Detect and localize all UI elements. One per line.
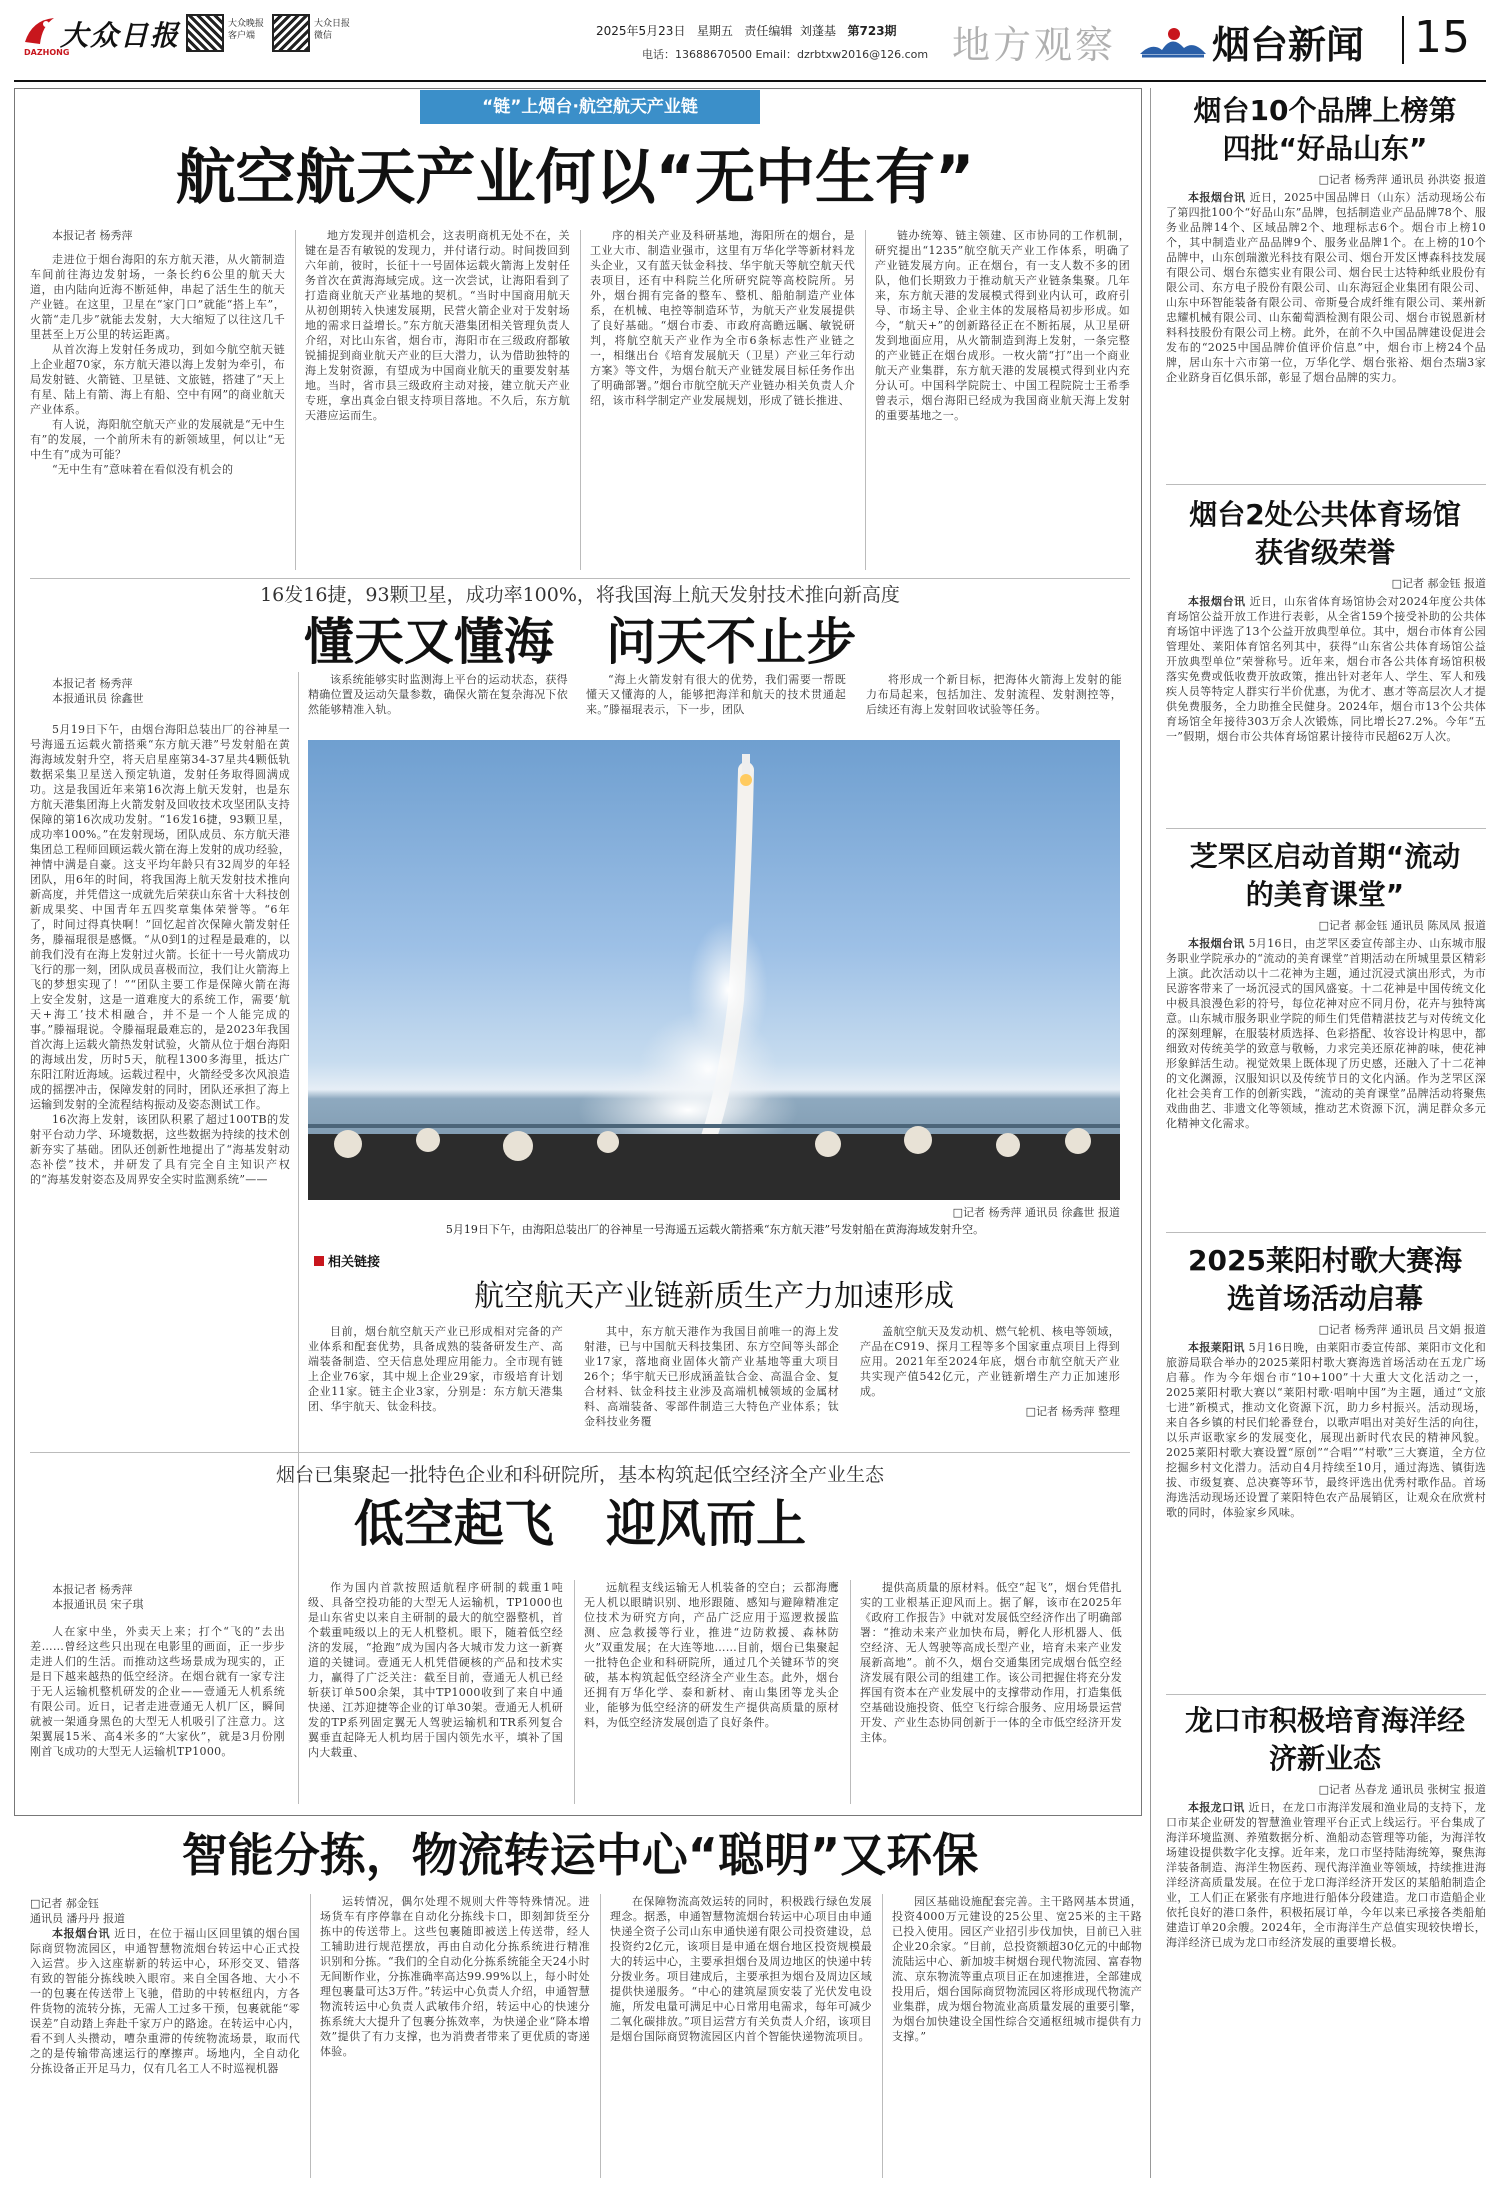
article1-col-rule	[295, 230, 296, 570]
issue-number: 第723期	[847, 24, 897, 38]
series-banner	[420, 90, 760, 124]
masthead-rule	[14, 80, 1486, 82]
article2-col4	[866, 672, 1122, 736]
article2-p4: “海上火箭发射有很大的优势，我们需要一帮既懂天又懂海的人，能够把海洋和航天的技术贯通起来。”滕福琨表示，下一步，团队	[586, 673, 846, 716]
side4-lead-label: 本报莱阳讯	[1188, 1341, 1245, 1354]
article2-p1: 5月19日下午，由烟台海阳总装出厂的谷神星一号海遥五运载火箭搭乘“东方航天港”号发射船在黄海海域发射升空，将天启星座第34-37星共4颗低轨数据采集卫星送入预定轨道，发射任务取得圆满成功。这是我国近年来第16次海上航天发射，也是东方航天港集团海上火箭发射及回收技术攻坚团队支持保障的第16次成功发射。“16发16捷，93颗卫星，成功率100%。”在发射现场，团队成员、东方航天港集团总工程师回顾运载火箭在海上发射的成功经验，神情中满是自豪。这支平均年龄只有32周岁的年轻团队，用6年的时间，将我国海上航天发射技术推向新高度，并凭借这一成就先后荣获山东省十大科技创新成果奖、中国青年五四奖章集体荣誉等。“6年了，时间过得真快啊！”回忆起首次保障火箭发射任务，滕福琨很是感慨。“从0到1的过程是最难的，以前我们没有在海上发射过火箭。长征十一号火箭成功飞行的那一刻，团队成员喜极而泣，我们让火箭海上飞的梦想实现了！”“团队主要工作是保障火箭在海上安全发射，这是一道难度大的系统工作，需要‘航天+海工’技术相融合，并不是一个人能完成的事。”滕福琨说。令滕福琨最难忘的，是2023年我国首次海上运载火箭热发射试验，火箭从位于烟台海阳的海域出发，历时5天，航程1300多海里，抵达广东阳江附近海域。运载过程中，火箭经受多次风浪造成的摇摆冲击，保障发射的同时，团队还承担了海上运输到发射的全流程结构振动及姿态测试工作。	[30, 723, 290, 1111]
related-link-tag	[308, 1252, 386, 1274]
article3-headline-right: 迎风而上	[606, 1494, 807, 1553]
article3-byline-correspondent: 本报通讯员 宋子琪	[52, 1598, 144, 1611]
article1-p5: 地方发现并创造机会，这表明商机无处不在，关键在是否有敏锐的发现力，并付诸行动。时间拨回到六年前，彼时，长征十一号固体运载火箭海上发射任务首次在黄海海域完成。这一次尝试，让海阳看到了打造商业航天产业基地的契机。“当时中国商用航天从初创期转入快速发展期，民营火箭企业对于发射场地的需求日益增长。”东方航天港集团相关管理负责人介绍，对比山东省，烟台市，海阳市在三级政府都敏锐捕捉到商业航天产业的巨大潜力，认为借助独特的海上发射资源，有望成为中国商业航天的重要发射基地。当时，省市县三级政府主动对接，建立航天产业专班，拿出真金白银支持项目落地。不久后，东方航天港应运而生。	[305, 229, 570, 422]
side1-body	[1166, 190, 1486, 475]
article2-kicker: 16发16捷，93颗卫星，成功率100%，将我国海上航天发射技术推向新高度	[260, 584, 900, 606]
sidebar-rule	[1166, 828, 1486, 829]
section-rule	[30, 1452, 1130, 1453]
masthead	[0, 0, 1500, 80]
article1-col2	[305, 228, 570, 570]
article2-headline	[260, 608, 900, 676]
article3-byline	[52, 1582, 144, 1612]
related-credit: □记者 杨秀萍 整理	[1025, 1405, 1120, 1418]
side3-headline: 芝罘区启动首期“流动的美育课堂”	[1189, 840, 1461, 911]
article4-p3: 在保障物流高效运转的同时，积极践行绿色发展理念。据悉，申通智慧物流烟台转运中心项目由申通快递全资子公司山东申通快递有限公司投资建设，总投资约2亿元，该项目是申通在烟台地区投资规模最大的转运中心，主要承担烟台及周边地区的快递中转分拨业务。项目建成后，主要承担为烟台及周边区域提供快递服务。“中心的建筑屋顶安装了光伏发电设施，所发电量可满足中心日常用电需求，每年可减少二氧化碳排放。”项目运营方有关负责人介绍，该项目是烟台国际商贸物流园区内首个智能快递物流项目。	[610, 1895, 872, 2043]
article3-col-rule	[574, 1580, 575, 1804]
logo-en: DAZHONG	[24, 48, 70, 57]
article2-col2	[308, 672, 568, 736]
banner-series-name: “链”上烟台	[482, 97, 573, 117]
issue-info	[596, 22, 897, 39]
article3-col1	[30, 1624, 285, 1804]
article3-headline	[260, 1490, 900, 1558]
article3-col-rule	[298, 1580, 299, 1804]
side1-headline: 烟台10个品牌上榜第四批“好品山东”	[1193, 94, 1457, 165]
side4-byline: □记者 杨秀萍 通讯员 吕文娟 报道	[1318, 1323, 1486, 1336]
qr-code-wechat	[272, 14, 310, 52]
page-number-divider	[1402, 16, 1404, 64]
article4-col-rule	[310, 1894, 311, 2178]
article4-lead-label: 本报烟台讯	[52, 1927, 111, 1940]
related-col1	[308, 1324, 563, 1420]
rocket-plume-icon	[308, 740, 1120, 1200]
sidebar-rule	[1166, 484, 1486, 485]
article3-col2	[308, 1580, 563, 1804]
article3-p4: 提供高质量的原材料。低空“起飞”，烟台凭借扎实的工业根基正迎风而上。据了解，该市在2025年《政府工作报告》中就对发展低空经济作出了明确部署：“推动未来产业加快布局，孵化人形机器人、低空经济、无人驾驶等高成长型产业，培育未来产业发展新高地”。前不久，烟台交通集团完成烟台低空经济发展有限公司的组建工作。该公司把握住将充分发挥国有资本在产业发展中的支撑带动作用，打造集低空基础设施投资、低空飞行综合服务、应用场景运营开发、产业生态协同创新于一体的全市低空经济开发主体。	[860, 1581, 1122, 1744]
article4-p4: 园区基础设施配套完善。主干路网基本贯通，投资4000万元建设的25公里、宽25米的主干路已投入使用。园区产业招引步伐加快，目前已入驻企业20余家。“目前，总投资额超30亿元的中邮物流陆运中心、新加坡丰树烟台现代物流园、富春物流、京东物流等重点项目正在加速推进，全部建成投用后，烟台国际商贸物流园区将形成现代物流产业集群，成为烟台物流业高质量发展的重要引擎，为烟台加快建设全国性综合交通枢纽城市提供有力支撑。”	[892, 1895, 1142, 2043]
side4-text: 5月16日晚，由莱阳市委宣传部、莱阳市文化和旅游局联合举办的2025莱阳村歌大赛海选首场活动在五龙广场启幕。作为今年烟台市“10+100”十大重大文化活动之一，2025莱阳村歌大赛以“莱阳村歌·唱响中国”为主题，通过“文旅七进”新模式，推动文化资源下沉，助力乡村振兴。活动现场，来自各乡镇的村民们轮番登台，以歌声唱出对美好生活的向往，以乐声讴歌家乡的发展变化，展现出新时代农民的精神风貌。2025莱阳村歌大赛设置“原创”“合唱”“村歌”三大赛道，全方位挖掘乡村文化潜力。活动自4月持续至10月，通过海选、镇街选拔、市级复赛、总决赛等环节，最终评选出优秀村歌作品。首场海选活动现场还设置了莱阳特色农产品展销区，让观众在欣赏村歌的同时，体验家乡风味。	[1166, 1341, 1486, 1519]
side5-byline: □记者 丛春龙 通讯员 张树宝 报道	[1318, 1783, 1486, 1796]
qr-wechat-label: 大众日报微信	[314, 19, 351, 41]
article1-p3: 有人说，海阳航空航天产业的发展就是“无中生有”的发展，一个前所未有的新领域里，何以让“无中生有”成为可能？	[30, 418, 285, 461]
article1-p1: 走进位于烟台海阳的东方航天港，从火箭制造车间前往海边发射场，一条长约6公里的航天大道，由内陆向近海不断延伸，串起了活生生的航天产业链。在这里，卫星在“家门口”就能“搭上车”，火箭“走几步”就能去发射，大大缩短了以往这几千里甚至上万公里的转运距离。	[30, 253, 285, 341]
article4-headline: 智能分拣，物流转运中心“聪明”又环保	[181, 1828, 979, 1882]
article1-byline: 本报记者 杨秀萍	[52, 229, 133, 242]
article1-col3	[590, 228, 855, 570]
rocket-launch-photo	[308, 740, 1120, 1200]
related-col3	[860, 1324, 1120, 1396]
section-rule	[30, 578, 1130, 579]
sidebar-rule	[1166, 1694, 1486, 1695]
side2-byline: □记者 郝金钰 报道	[1391, 577, 1486, 590]
article4-col2	[320, 1894, 590, 2178]
article2-p5: 将形成一个新目标，把海体火箭海上发射的能力布局起来，包括加注、发射流程、发射测控等，后续还有海上发射回收试验等任务。	[866, 673, 1122, 716]
article1-headline: 航空航天产业何以“无中生有”	[175, 143, 975, 213]
article4-byline-reporter: □记者 郝金钰	[30, 1897, 99, 1910]
side2-headline: 烟台2处公共体育场馆获省级荣誉	[1189, 498, 1461, 569]
side5-lead-label: 本报龙口讯	[1188, 1801, 1245, 1814]
side2-text: 近日，山东省体育场馆协会对2024年度公共体育场馆公益开放工作进行表彰，从全省159个接受补助的公共体育场馆中评选了13个公益开放典型单位。其中，烟台市体育公园管理处、莱阳体育馆名列其中，获得“山东省公共体育场馆公益开放典型单位”荣誉称号。近年来，烟台市各公共体育场馆积极落实免费或低收费开放政策，推出针对老年人、学生、军人和残疾人员等特定人群实行半价优惠，为优才、惠才等高层次人才提供免费服务，全力助推全民健身。2024年，烟台市13个公共体育场馆全年接待303万余人次锻炼，同比增长27.2%。今年“五一”假期，烟台市公共体育场馆累计接待市民超62万人次。	[1166, 595, 1487, 743]
related-tag-text: 相关链接	[328, 1255, 381, 1270]
issue-weekday: 星期五	[696, 24, 733, 38]
article3-headline-left: 低空起飞	[353, 1494, 554, 1553]
editor-name: 刘蓬基	[800, 24, 837, 38]
yantai-landmark-icon	[1138, 20, 1208, 60]
banner-topic: ·航空航天产业链	[572, 97, 698, 117]
section-title: 烟台新闻	[1212, 23, 1365, 67]
article3-p3: 远航程支线运输无人机装备的空白；云都海鹰无人机以眼睛识别、地形跟随、感知与避障精准定位技术为研究方向，产品广泛应用于巡逻救援监测、应急救援等行业，推进“边防救援、森林防火”双重发展；在大连等地……目前，烟台已集聚起一批特色企业和科研院所，通过几个关键环节的突破，基本构筑起低空经济全产业生态。此外，烟台还拥有万华化学、泰和新材、南山集团等龙头企业，能够为低空经济的研发生产提供高质量的原材料，为低空经济发展创造了良好条件。	[584, 1581, 839, 1729]
article4-col4	[892, 1894, 1142, 2178]
side1-byline: □记者 杨秀萍 通讯员 孙洪姿 报道	[1318, 173, 1486, 186]
page-number: 15	[1414, 12, 1470, 63]
editor-label: 责任编辑	[744, 24, 793, 38]
side2-lead-label: 本报烟台讯	[1188, 595, 1246, 608]
article2-col3	[586, 672, 846, 736]
article1-p4: “无中生有”意味着在看似没有机会的	[52, 463, 234, 476]
article4-byline	[30, 1896, 125, 1926]
article1-col4	[875, 228, 1130, 570]
article2-p3: 该系统能够实时监测海上平台的运动状态，获得精确位置及运动矢量参数，确保火箭在复杂海况下依然能够精准入轨。	[308, 673, 568, 716]
photo-credit: □记者 杨秀萍 通讯员 徐鑫世 报道	[952, 1206, 1120, 1219]
article3-kicker: 烟台已集聚起一批特色企业和科研院所，基本构筑起低空经济全产业生态	[275, 1464, 884, 1486]
article3-col3	[584, 1580, 839, 1804]
contact-line: 电话：13688670500 Email：dzrbtxw2016@126.com	[642, 48, 929, 61]
side2-body	[1166, 594, 1486, 820]
article2-byline-correspondent: 本报通讯员 徐鑫世	[52, 692, 144, 705]
sidebar-rule	[1166, 1232, 1486, 1233]
article3-p1: 人在家中坐，外卖天上来；打个“飞的”去出差……曾经这些只出现在电影里的画面，正一步步走进人们的生活。而推动这些场景成为现实的，正是日下越来越热的低空经济。在烟台就有一家专注于无人运输机整机研发的企业——壹通无人机系统有限公司。近日，记者走进壹通无人机厂区，瞬间就被一架通身黑色的大型无人机吸引了注意力。这架翼展15米、高4米多的“大家伙”，就是3月份刚刚首飞成功的大型无人运输机TP1000。	[30, 1625, 285, 1758]
article1-p2: 从首次海上发射任务成功，到如今航空航天链上企业超70家，东方航天港以海上发射为牵引，布局发射链、火箭链、卫星链、文旅链，搭建了“天上有星、陆上有箭、海上有船、空中有网”的商业航天产业体系。	[30, 343, 285, 416]
side3-text: 5月16日，由芝罘区委宣传部主办、山东城市服务职业学院承办的“流动的美育课堂”首期活动在所城里景区精彩上演。此次活动以十二花神为主题，通过沉浸式演出形式，为市民游客带来了一场沉浸式的国风盛宴。十二花神是中国传统文化中极具浪漫色彩的符号，每位花神对应不同月份，花卉与独特寓意。山东城市服务职业学院的师生们凭借精湛技艺与对传统文化的深刻理解，在服装材质选择、色彩搭配、妆容设计构思中，都细致对传统美学的致意与敬畅，力求完美还原花神韵味，使花神形象鲜活生动。视觉效果上既体现了历史感，还融入了十二花神的文化渊源，汉服知识以及传统节日的文化内涵。作为芝罘区深化社会美育工作的创新实践，“流动的美育课堂”品牌活动将聚焦戏曲曲艺、非遗文化等领域，推动艺术资源下沉，满足群众多元化精神文化需求。	[1166, 937, 1486, 1130]
article4-col-rule	[600, 1894, 601, 2178]
article2-headline-right: 问天不止步	[606, 612, 857, 671]
article4-p2: 运转情况，偶尔处理不规则大件等特殊情况。进场货车有序停靠在自动化分拣线卡口，即刻卸货至分拣中的传送带上。这些包裹随即被送上传送带，经人工辅助进行规范摆放，再由自动化分拣系统进行精准识别和分拣。“我们的全自动化分拣系统能全天24小时无间断作业，分拣准确率高达99.99%以上，每小时处理包裹量可达3万件。”转运中心负责人介绍，申通智慧物流转运中心负责人武敏伟介绍，转运中心的快速分拣系统大大提升了包裹分拣效率，为快递企业“降本增效”提供了有力支撑，也为消费者带来了更优质的寄递体验。	[320, 1895, 590, 2058]
sidebar-divider	[1150, 88, 1151, 2178]
article3-col-rule	[850, 1580, 851, 1804]
related-p3: 盖航空航天及发动机、燃气轮机、核电等领域，产品在C919、探月工程等多个国家重点项目上得到应用。2021年至2024年底，烟台市航空航天产业共实现产值542亿元，产业链新增生产力正加速形成。	[860, 1325, 1120, 1398]
qr-app-label: 大众晚报客户端	[228, 19, 265, 41]
side1-text: 近日，2025中国品牌日（山东）活动现场公布了第四批100个“好品山东”品牌，包括制造业产品品牌78个、服务业品牌14个、区域品牌2个、地理标志6个。烟台市上榜10个，其中制造业产品品牌9个、服务业品牌1个。在上榜的10个品牌中，山东创瑞激光科技有限公司、烟台开发区博森科技发展有限公司、烟台东德实业有限公司、烟台民士达特种纸业股份有限公司、东方电子股份有限公司、山东海冠企业集团有限公司、山东中环智能装备有限公司、帝斯曼合成纤维有限公司、莱州新忠耀机械有限公司、山东葡萄酒检测有限公司、烟台市锐恩新材料科技股份有限公司上榜。此外，在前不久中国品牌建设促进会发布的“2025中国品牌价值评价信息”中，烟台市上榜24个品牌，居山东十六市第一位，万华化学、烟台张裕、烟台杰瑞3家企业跻身百亿俱乐部，彰显了烟台品牌的实力。	[1166, 191, 1487, 384]
article4-col-rule	[882, 1894, 883, 2178]
side5-text: 近日，在龙口市海洋发展和渔业局的支持下，龙口市某企业研发的智慧渔业管理平台正式上线运行。平台集成了海洋环境监测、养殖数据分析、渔船动态管理等功能，为海洋牧场建设提供数字化支撑。近年来，龙口市坚持陆海统筹，聚焦海洋装备制造、海洋生物医药、现代海洋渔业等领域，持续推进海洋经济高质量发展。在位于龙口海洋经济开发区的某船舶制造企业，工人们正在紧张有序地进行船体分段建造。龙口市造船企业依托良好的港口条件，积极拓展订单，今年以来已承接各类船舶建造订单20余艘。2024年，全市海洋生产总值实现较快增长，海洋经济已成为龙口市经济发展的重要增长极。	[1166, 1801, 1486, 1949]
issue-date: 2025年5月23日	[596, 24, 686, 38]
photo-caption: 5月19日下午，由海阳总装出厂的谷神星一号海遥五运载火箭搭乘“东方航天港”号发射船在黄海海域发射升空。	[445, 1223, 985, 1236]
article1-col-rule	[865, 230, 866, 570]
section-label: 地方观察	[952, 23, 1117, 67]
article4-col3	[610, 1894, 872, 2178]
related-headline: 航空航天产业链新质生产力加速形成	[474, 1279, 954, 1314]
article4-p1: 近日，在位于福山区回里镇的烟台国际商贸物流园区，申通智慧物流烟台转运中心正式投入运营。步入这座崭新的转运中心，环形交叉、错落有致的智能分拣线映入眼帘。来自全国各地、大小不一的包裹在传送带上飞驰，借助的中转枢纽内，方各件货物的流转分拣，无需人工过多干预，包裹就能“零误差”自动踏上奔赴千家万户的路途。在转运中心内，看不到人头攒动，嘈杂重滞的传统物流场景，取而代之的是传输带高速运行的摩擦声。场地内，全自动化分拣设备正开足马力，仅有几名工人不时巡视机器	[30, 1927, 300, 2075]
article2-byline-reporter: 本报记者 杨秀萍	[52, 677, 133, 690]
related-col2	[584, 1324, 839, 1428]
side5-body	[1166, 1800, 1486, 2178]
article4-byline-correspondent: 通讯员 潘丹丹 报道	[30, 1912, 125, 1925]
article1-p6: 序的相关产业及科研基地，海阳所在的烟台，是工业大市、制造业强市，这里有万华化学等新材料龙头企业，又有蓝天钛金科技、华宇航天等航空航天代表项目，还有中科院兰化所研究院等高校院所。另外，烟台拥有完备的整车、整机、船舶制造产业体系，在机械、电控等制造环节，为航天产业发展提供了良好基础。“烟台市委、市政府高瞻远瞩、敏锐研判，将航空航天产业作为全市6条标志性产业链之一，相继出台《培育发展航天（卫星）产业三年行动方案》等文件，为烟台航天产业链发展目标任务作出了明确部署。”烟台市航空航天产业链办相关负责人介绍，该市科学制定产业发展规划，形成了链长推进、	[590, 229, 855, 407]
article3-byline-reporter: 本报记者 杨秀萍	[52, 1583, 133, 1596]
logo-bird-icon	[22, 14, 56, 48]
side4-headline: 2025莱阳村歌大赛海选首场活动启幕	[1188, 1244, 1462, 1315]
article2-headline-left: 懂天又懂海	[303, 612, 554, 671]
side3-lead-label: 本报烟台讯	[1188, 937, 1245, 950]
article1-col1	[30, 252, 285, 570]
side3-byline: □记者 郝金钰 通讯员 陈凤凤 报道	[1318, 919, 1486, 932]
newspaper-logo	[22, 12, 182, 62]
article2-byline	[52, 676, 144, 706]
side5-headline: 龙口市积极培育海洋经济新业态	[1184, 1704, 1465, 1775]
side3-body	[1166, 936, 1486, 1222]
article2-p2: 16次海上发射，该团队积累了超过100TB的发射平台动力学、环境数据，这些数据为持续的技术创新夯实了基础。团队还创新性地提出了“海基发射动态补偿”技术，并研发了具有完全自主知识产权的“海基发射姿态及周界安全实时监测系统”——	[30, 1113, 290, 1186]
qr-code-app	[186, 14, 224, 52]
related-p1: 目前，烟台航空航天产业已形成相对完备的产业体系和配套优势，具备成熟的装备研发生产、高端装备制造、空天信息处理应用能力。全市现有链上企业76家，其中规上企业29家，市级培育计划企业11家。链主企业3家，分别是：东方航天港集团、华宇航天、钛金科技。	[308, 1325, 563, 1413]
logo-text: 大众日报	[60, 19, 181, 52]
article1-p7: 链办统筹、链主领建、区市协同的工作机制，研究提出“1235”航空航天产业工作体系，明确了产业链发展方向。正在烟台，有一支人数不多的团队，他们长期致力于推动航天产业链条集聚。几年来，东方航天港的发展模式得到业内认可，政府引导、市场主导、企业主体的发展格局初步形成。如今，“航天+”的创新路径正在不断拓展，从卫星研发到地面应用，从火箭制造到海上发射，一条完整的产业链正在烟台成形。一枚火箭“打”出一个商业航天产业集群，东方航天港的发展模式得到业内充分认可。中国科学院院士、中国工程院院士王希季曾表示，烟台海阳已经成为我国商业航天海上发射的重要基地之一。	[875, 229, 1130, 422]
article1-col-rule	[580, 230, 581, 570]
side4-body	[1166, 1340, 1486, 1684]
related-marker-icon	[314, 1256, 324, 1266]
related-p2: 其中，东方航天港作为我国目前唯一的海上发射港，已与中国航天科技集团、东方空间等头部企业17家，落地商业固体火箭产业基地等重大项目26个；华宇航天已形成涵盖钛合金、高温合金、复合材料、钛金科技主业涉及高端机械领域的金属材料、高端装备、零部件制造三大特色产业体系；钛金科技业务覆	[584, 1325, 839, 1428]
article3-col4	[860, 1580, 1122, 1804]
article4-col1	[30, 1926, 300, 2178]
article3-p2: 作为国内首款按照适航程序研制的载重1吨级、具备空投功能的大型无人运输机，TP1000也是山东省史以来自主研制的最大的航空器整机，首个载重吨级以上的无人机整机。眼下，随着低空经济的发展，“抢跑”成为国内各大城市发力这一新赛道的关键词。壹通无人机凭借硬核的产品和技术实力，赢得了广泛关注：截至目前，壹通无人机已经斩获订单500余架，其中TP1000收到了来自中通快递、江苏迎捷等企业的订单30架。壹通无人机研发的TP系列固定翼无人驾驶运输机和TR系列复合翼垂直起降无人机均居于国内领先水平，填补了国内大载重、	[308, 1581, 563, 1759]
side1-lead-label: 本报烟台讯	[1188, 191, 1246, 204]
